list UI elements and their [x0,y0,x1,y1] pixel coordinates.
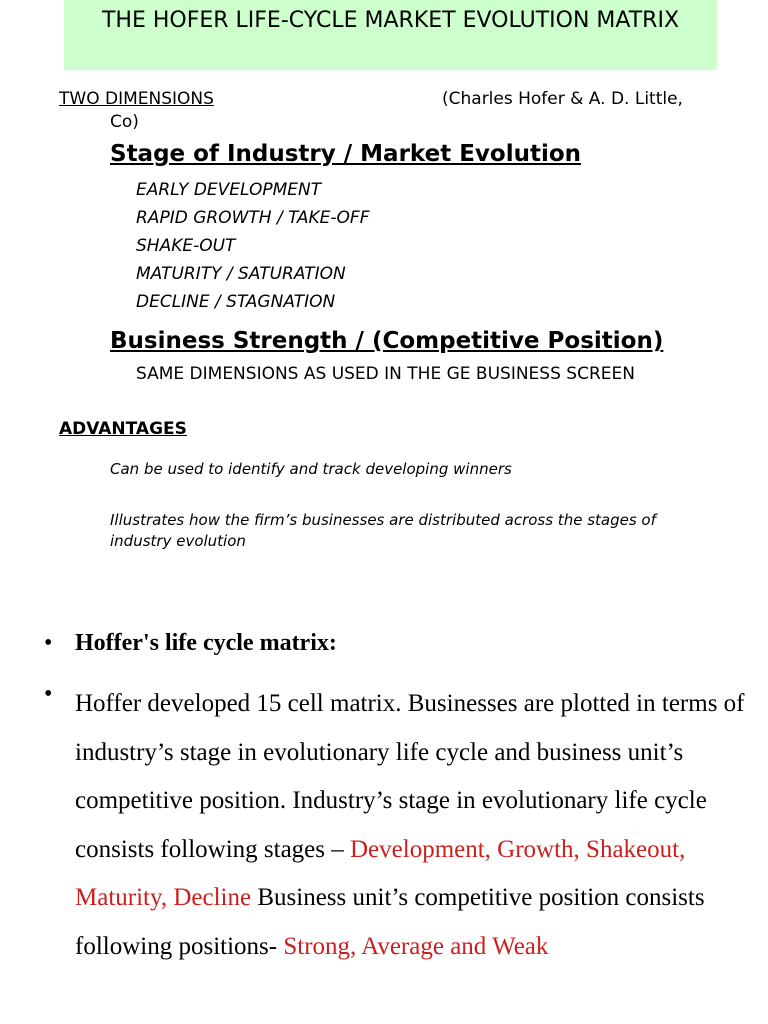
paragraph-text: Business unit’s competitive position consists following positions- [75,884,705,960]
stage-list [136,176,370,316]
stage-item: EARLY DEVELOPMENT [136,180,322,200]
bullet-heading: Hoffer's life cycle matrix: [75,630,337,656]
advantage-item: Can be used to identify and track developing winners [110,460,512,478]
slide-title-text: THE HOFER LIFE-CYCLE MARKET EVOLUTION MATRIX [101,8,680,33]
source-citation-line1: (Charles Hofer & A. D. Little, [442,89,683,109]
bullet-marker: • [44,681,53,707]
stage-item: SHAKE-OUT [136,236,236,256]
stages-highlight: Development, Growth, Shakeout, Maturity, Decline [75,835,686,911]
stage-heading: Stage of Industry / Market Evolution [110,141,582,167]
advantages-heading: ADVANTAGES [59,419,187,439]
strength-text: SAME DIMENSIONS AS USED IN THE GE BUSINESS SCREEN [136,364,635,384]
source-citation-line2: Co) [110,112,139,132]
two-dimensions-heading: TWO DIMENSIONS [59,89,214,109]
strength-heading: Business Strength / (Competitive Position) [110,328,664,354]
advantage-item: Illustrates how the firm’s businesses are distributed across the stages of industry evolution [110,511,656,550]
paragraph-text: Hoffer developed 15 cell matrix. Businesses are plotted in terms of industry’s stage in evolutionary life cycle and business unit’s competitive position. Industry’s stage in evolutionary life cycle consists following stages – [75,690,745,863]
stage-item: RAPID GROWTH / TAKE-OFF [136,208,370,228]
slide-title [64,0,717,70]
stage-item: MATURITY / SATURATION [136,264,346,284]
positions-highlight: Strong, Average and Weak [283,932,549,960]
bullet-paragraph [75,680,745,971]
bullet-marker: • [44,630,53,656]
stage-item: DECLINE / STAGNATION [136,292,336,312]
